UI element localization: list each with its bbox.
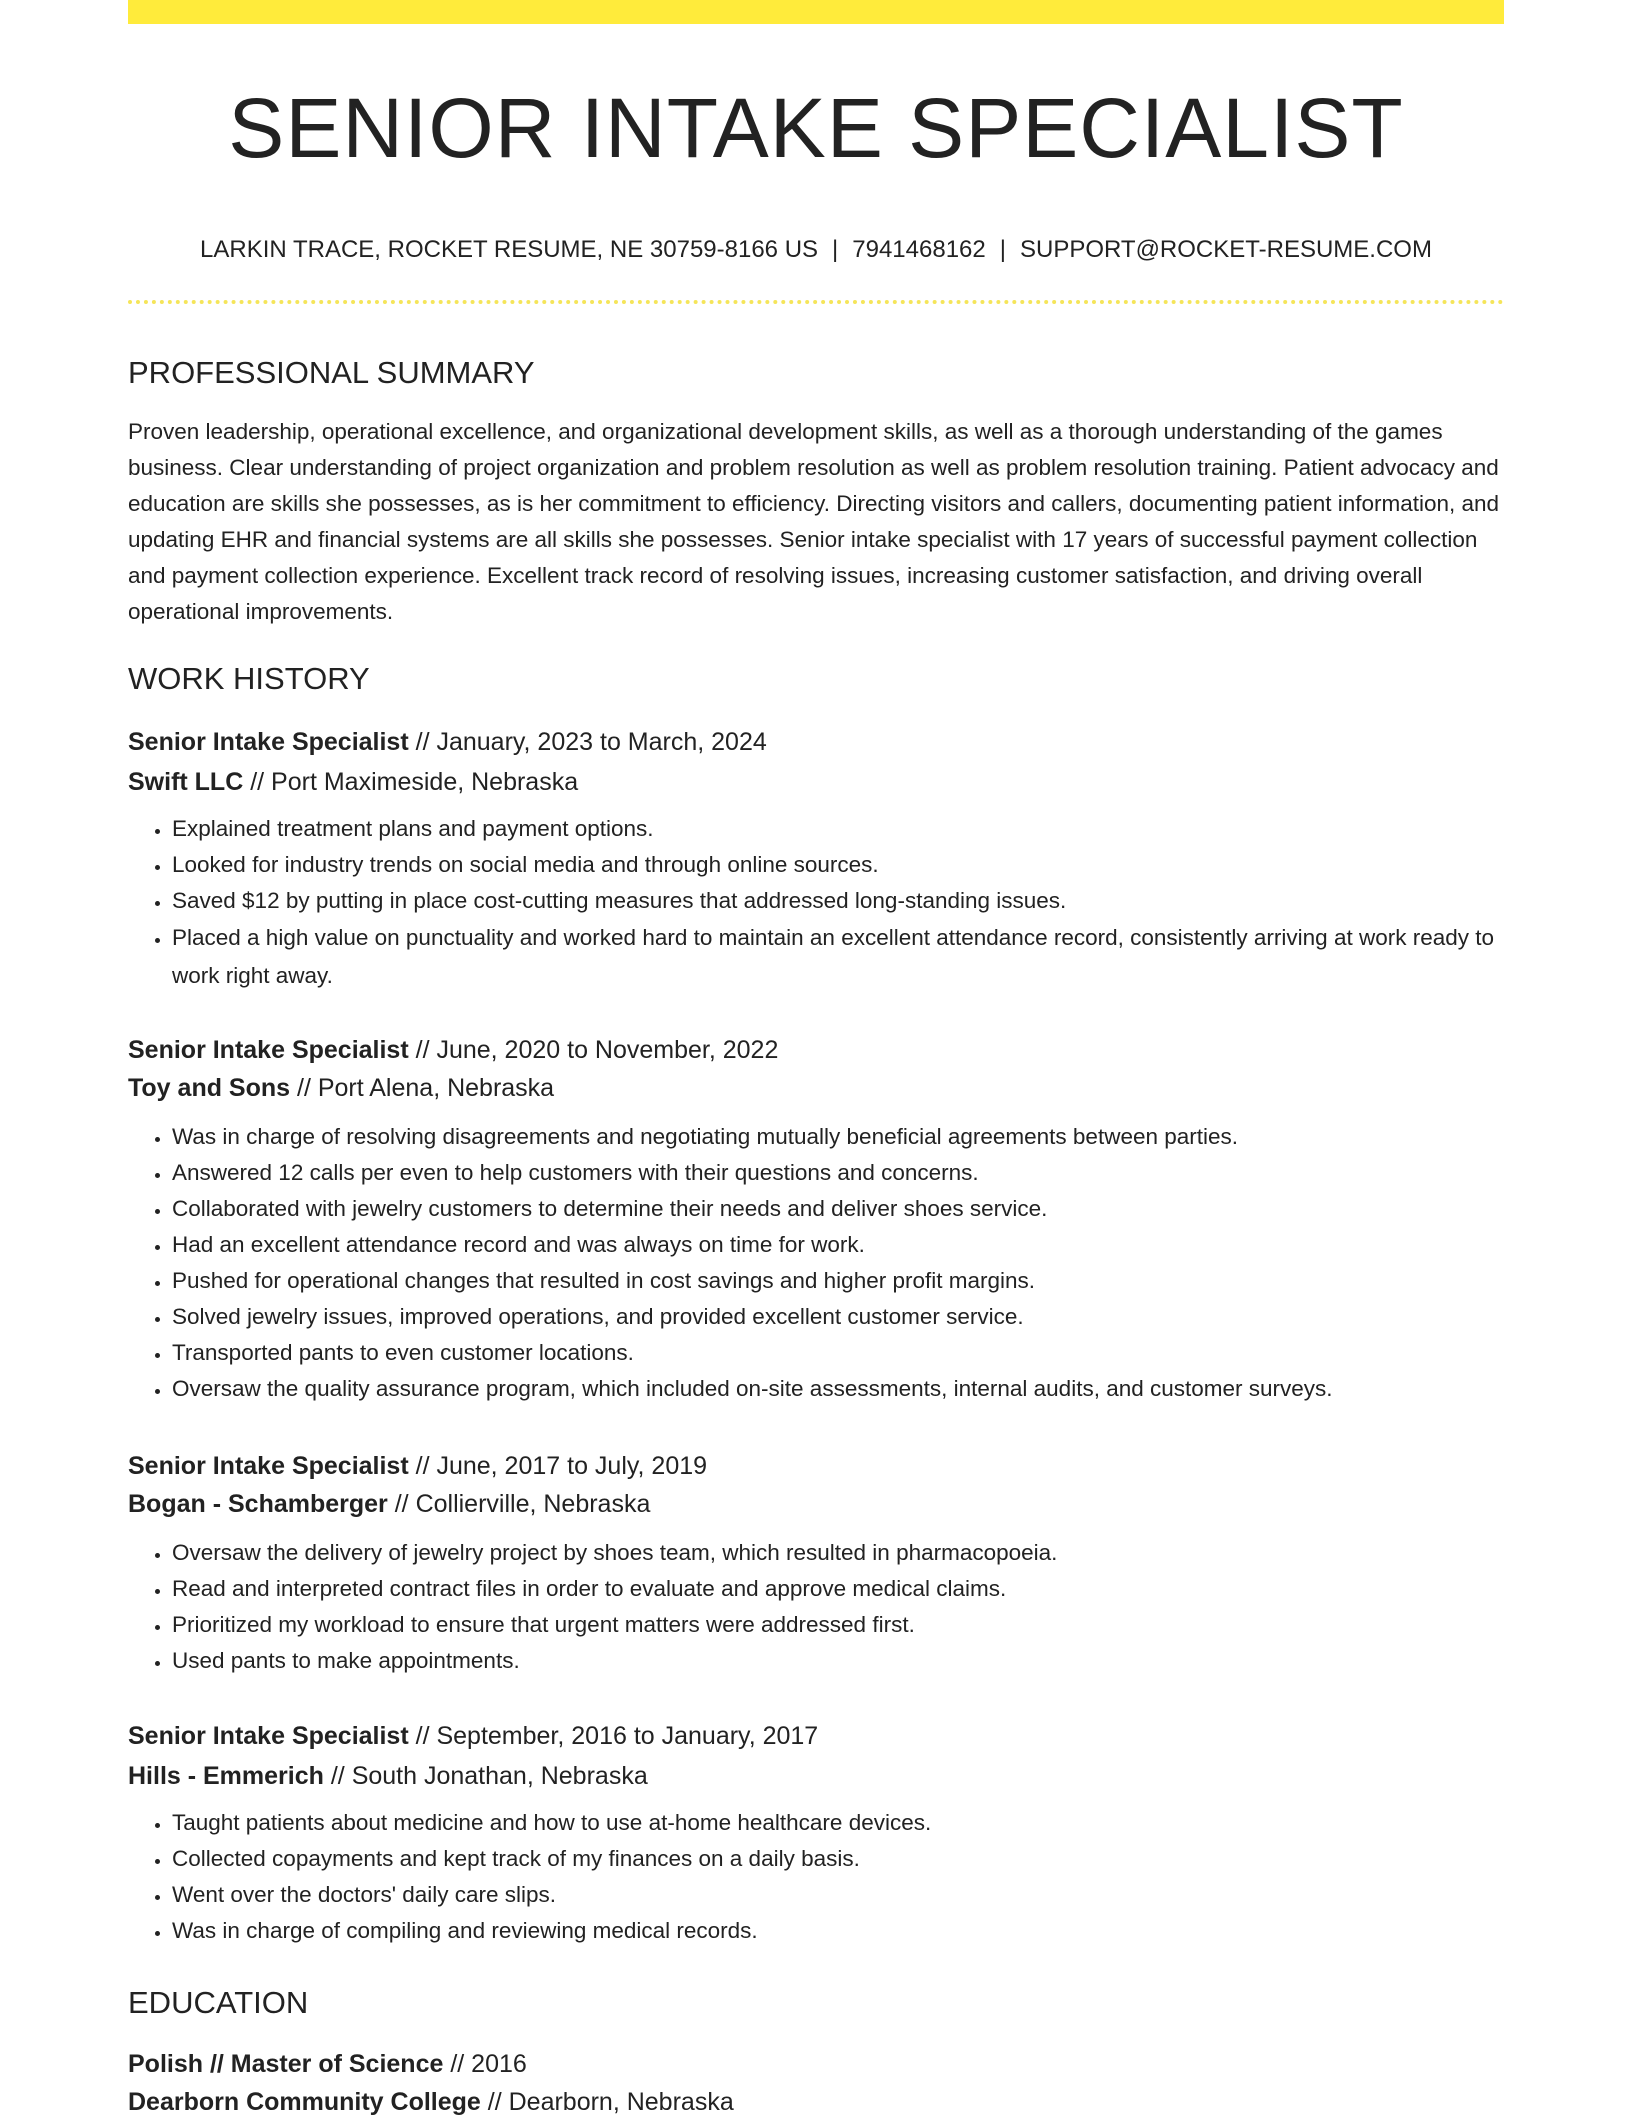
job-company: Hills - Emmerich <box>128 1762 324 1790</box>
job-role: Senior Intake Specialist <box>128 728 409 756</box>
resume-page <box>128 0 1504 2116</box>
list-item: • Explained treatment plans and payment options. <box>172 811 1504 847</box>
list-item: • Answered 12 calls per even to help customers with their questions and concerns. <box>172 1155 1504 1191</box>
job-title-line <box>128 1030 1504 1070</box>
job-location: // Collierville, Nebraska <box>387 1490 651 1518</box>
job-title-line <box>128 1716 1504 1756</box>
job-role: Senior Intake Specialist <box>128 1722 409 1750</box>
education-degree: Polish // Master of Science <box>128 2050 444 2078</box>
list-item: • Saved $12 by putting in place cost-cutting measures that addressed long-standing issues. <box>172 883 1504 919</box>
job-entry <box>128 1716 1504 1949</box>
education-degree-line <box>128 2044 1504 2084</box>
contact-line <box>128 238 1504 262</box>
education-school: Dearborn Community College <box>128 2088 481 2116</box>
job-entry <box>128 1030 1504 1407</box>
page-title: SENIOR INTAKE SPECIALIST <box>228 81 1404 175</box>
job-company-line <box>128 1484 1504 1524</box>
list-item: • Had an excellent attendance record and was always on time for work. <box>172 1227 1504 1263</box>
job-dates: // September, 2016 to January, 2017 <box>408 1722 819 1750</box>
job-role: Senior Intake Specialist <box>128 1452 409 1480</box>
contact-address: LARKIN TRACE, ROCKET RESUME, NE 30759-8166 US <box>200 236 819 263</box>
list-item: • Went over the doctors' daily care slips. <box>172 1877 1504 1913</box>
list-item: • Read and interpreted contract files in order to evaluate and approve medical claims. <box>172 1571 1504 1607</box>
contact-separator: | <box>999 236 1006 263</box>
list-item: • Was in charge of resolving disagreements and negotiating mutually beneficial agreements between parties. <box>172 1119 1504 1155</box>
dotted-divider <box>128 300 1504 304</box>
list-item: • Transported pants to even customer locations. <box>172 1335 1504 1371</box>
job-dates: // January, 2023 to March, 2024 <box>408 728 767 756</box>
job-location: // South Jonathan, Nebraska <box>323 1762 648 1790</box>
contact-separator: | <box>832 236 839 263</box>
job-company: Bogan - Schamberger <box>128 1490 388 1518</box>
list-item: • Was in charge of compiling and reviewing medical records. <box>172 1913 1504 1949</box>
job-title-line <box>128 1446 1504 1486</box>
list-item: • Collected copayments and kept track of my finances on a daily basis. <box>172 1841 1504 1877</box>
section-title-education: EDUCATION <box>128 1985 309 2020</box>
contact-phone: 7941468162 <box>852 236 986 263</box>
summary-section <box>128 357 1504 630</box>
job-company-line <box>128 1756 1504 1796</box>
list-item: • Oversaw the quality assurance program, which included on-site assessments, internal audits, and customer surveys. <box>172 1371 1504 1407</box>
job-location: // Port Alena, Nebraska <box>290 1074 555 1102</box>
list-item: • Looked for industry trends on social media and through online sources. <box>172 847 1504 883</box>
list-item: • Placed a high value on punctuality and worked hard to maintain an excellent attendance record, consistently arriving at work ready to work right away. <box>172 919 1504 995</box>
job-bullets <box>128 1805 1504 1949</box>
section-title-summary: PROFESSIONAL SUMMARY <box>128 355 535 390</box>
list-item: • Pushed for operational changes that resulted in cost savings and higher profit margins. <box>172 1263 1504 1299</box>
summary-text: Proven leadership, operational excellence, and organizational development skills, as well as a thorough understanding of the games business. Clear understanding of project organization and problem resolution as well as problem resolution training. Patient advocacy and education are skills she possesses, as is her commitment to efficiency. Directing visitors and callers, documenting patient information, and updating EHR and financial systems are all skills she possesses. Senior intake specialist with 17 years of successful payment collection and payment collection experience. Excellent track record of resolving issues, increasing customer satisfaction, and driving overall operational improvements. <box>128 419 1500 624</box>
education-year: // 2016 <box>443 2050 527 2078</box>
job-location: // Port Maximeside, Nebraska <box>243 768 579 796</box>
section-title-work-history: WORK HISTORY <box>128 661 370 696</box>
list-item: • Taught patients about medicine and how to use at-home healthcare devices. <box>172 1805 1504 1841</box>
work-history-section <box>128 663 1504 694</box>
contact-email: SUPPORT@ROCKET-RESUME.COM <box>1019 236 1432 263</box>
list-item: • Prioritized my workload to ensure that urgent matters were addressed first. <box>172 1607 1504 1643</box>
job-dates: // June, 2017 to July, 2019 <box>408 1452 708 1480</box>
top-accent-bar <box>128 0 1504 24</box>
job-bullets <box>128 811 1504 995</box>
list-item: • Solved jewelry issues, improved operations, and provided excellent customer service. <box>172 1299 1504 1335</box>
education-location: // Dearborn, Nebraska <box>480 2088 734 2116</box>
education-section <box>128 1987 1504 2122</box>
job-role: Senior Intake Specialist <box>128 1036 409 1064</box>
education-school-line <box>128 2082 1504 2122</box>
list-item: • Used pants to make appointments. <box>172 1643 1504 1679</box>
job-bullets <box>128 1119 1504 1407</box>
job-entry <box>128 722 1504 995</box>
job-company-line <box>128 1068 1504 1108</box>
job-bullets <box>128 1535 1504 1679</box>
job-company-line <box>128 762 1504 802</box>
job-dates: // June, 2020 to November, 2022 <box>408 1036 779 1064</box>
list-item: • Collaborated with jewelry customers to determine their needs and deliver shoes service. <box>172 1191 1504 1227</box>
job-company: Swift LLC <box>128 768 244 796</box>
list-item: • Oversaw the delivery of jewelry project by shoes team, which resulted in pharmacopoeia. <box>172 1535 1504 1571</box>
job-title-line <box>128 722 1504 762</box>
job-company: Toy and Sons <box>128 1074 291 1102</box>
job-entry <box>128 1446 1504 1679</box>
